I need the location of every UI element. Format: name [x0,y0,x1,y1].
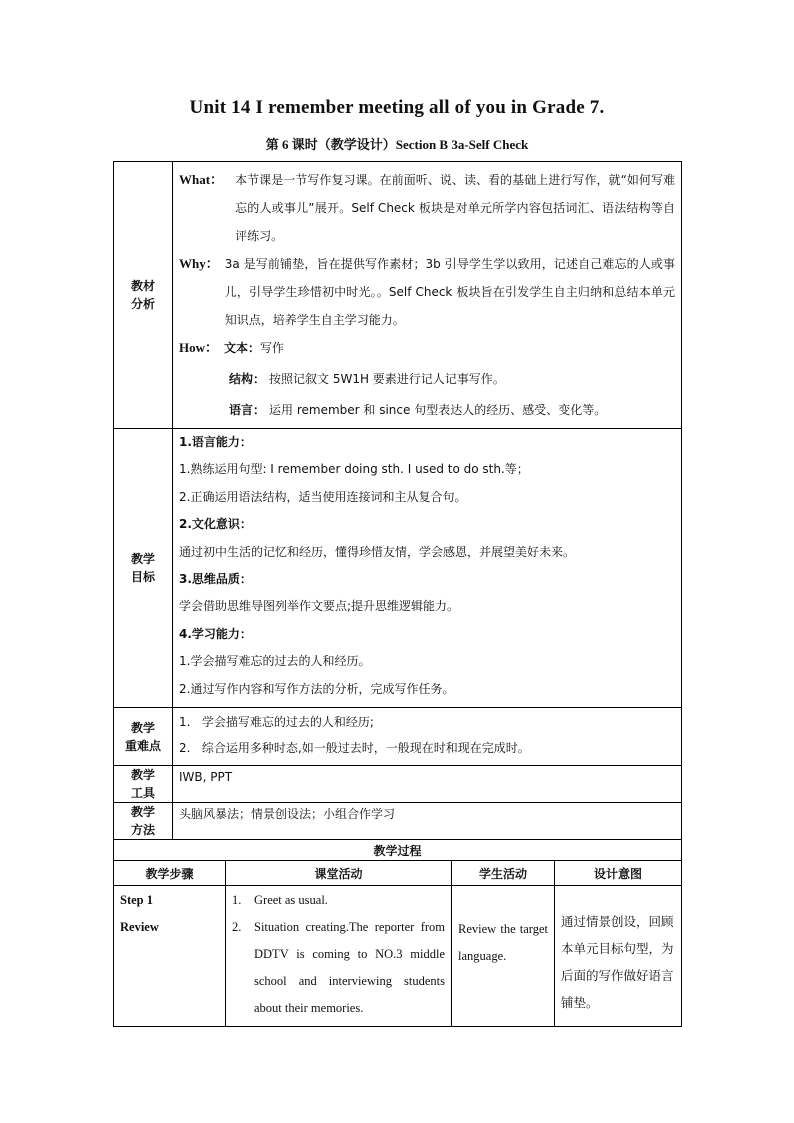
objective-heading-4: 4.学习能力： [179,626,252,641]
process-step-row [114,886,682,1027]
how-language-val: 运用 remember 和 since 句型表达人的经历、感受、变化等。 [269,403,607,417]
how-text-val: 写作 [260,341,285,355]
header-class-activity: 课堂活动 [226,861,452,886]
document-subtitle: 第 6 课时（教学设计）Section B 3a-Self Check [265,137,529,152]
analysis-label: 教材 分析 [114,162,173,429]
what-key: What： [179,172,224,187]
how-language [179,396,675,424]
objective-heading-1: 1.语言能力： [179,435,252,449]
how-structure [179,365,675,393]
how-text-key: 文本： [224,341,261,355]
step-number: Step 1 [120,893,153,908]
student-activity-cell [452,886,555,1027]
tools-value: IWB, PPT [179,770,233,785]
document-title: Unit 14 I remember meeting all of you in Grade 7. [189,97,605,118]
objective-line: 2.通过写作内容和写作方法的分析，完成写作任务。 [179,681,455,696]
design-intent-cell [555,886,682,1027]
objective-line: 2.正确运用语法结构，适当使用连接词和主从复合句。 [179,489,467,504]
header-design-intent: 设计意图 [555,861,682,886]
step-name: Review [120,920,159,935]
objective-line: 1.学会描写难忘的过去的人和经历。 [179,654,371,669]
objectives-label: 教学 目标 [114,429,173,708]
keypoint-item: 2. 综合运用多种时态,如一般过去时，一般现在时和现在完成时。 [179,741,530,756]
step-cell [114,886,226,1027]
why-text: 3a 是写前铺垫，旨在提供写作素材；3b 引导学生学以致用，记述自己难忘的人或事儿，引导学生珍惜初中时光。。Self Check 板块旨在引发学生自主归纳和总结本单元知识点，培养学生自主学习能力。 [224,257,676,327]
why-block [179,250,675,334]
activity-item: 2. Situation creating.The reporter from DDTV is coming to NO.3 middle school and interviewing students about their memories. [232,920,445,1016]
objective-line: 学会借助思维导图列举作文要点;提升思维逻辑能力。 [179,599,460,614]
how-key: How： [179,340,219,355]
analysis-content [173,162,682,429]
methods-row [114,803,682,840]
objectives-content [173,429,682,708]
why-key: Why： [179,256,219,271]
what-block [179,166,675,250]
keypoint-item: 1. 学会描写难忘的过去的人和经历; [179,715,374,730]
header-student-activity: 学生活动 [452,861,555,886]
process-title: 教学过程 [114,840,682,861]
activity-item: 1. Greet as usual. [232,893,328,908]
tools-content [173,766,682,803]
keypoints-content [173,708,682,766]
how-block [179,334,675,362]
design-intent-text: 通过情景创设，回顾本单元目标句型，为后面的写作做好语言铺垫。 [561,914,674,1011]
methods-label: 教学 方法 [114,803,173,840]
what-text: 本节课是一节写作复习课。在前面听、说、读、看的基础上进行写作，就“如何写难忘的人或事儿”展开。Self Check 板块是对单元所学内容包括词汇、语法结构等自评练习。 [235,173,676,243]
keypoints-label: 教学 重难点 [114,708,173,766]
methods-value: 头脑风暴法；情景创设法；小组合作学习 [179,807,396,822]
student-activity-text: Review the target language. [458,922,548,964]
header-step: 教学步骤 [114,861,226,886]
objective-line: 1.熟练运用句型: I remember doing sth. I used to do sth.等； [179,462,529,477]
objective-heading-2: 2.文化意识： [179,517,252,532]
process-title-row [114,840,682,861]
methods-content [173,803,682,840]
how-language-key: 语言： [229,403,266,417]
process-header-row [114,861,682,886]
objective-line: 通过初中生活的记忆和经历，懂得珍惜友情，学会感恩，并展望美好未来。 [179,544,576,559]
tools-row [114,766,682,803]
objectives-row [114,429,682,708]
lesson-plan-table [113,161,682,1027]
tools-label: 教学 工具 [114,766,173,803]
class-activity-cell [226,886,452,1027]
analysis-row [114,162,682,429]
keypoints-row [114,708,682,766]
objective-heading-3: 3.思维品质： [179,572,252,587]
how-structure-val: 按照记叙文 5W1H 要素进行记人记事写作。 [269,372,505,386]
activity-list [232,887,445,1022]
how-structure-key: 结构： [229,372,266,386]
